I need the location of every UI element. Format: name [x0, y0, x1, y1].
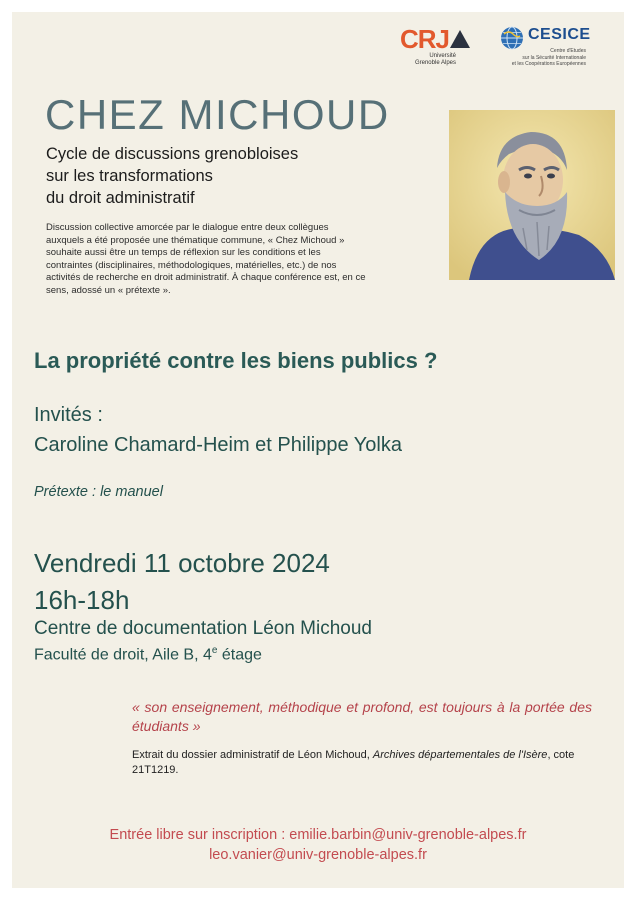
page-title: CHEZ MICHOUD: [45, 91, 390, 138]
location-end: étage: [217, 646, 262, 664]
crj-logo-mark: CRJ: [400, 24, 450, 54]
quote-text: « son enseignement, méthodique et profond, est toujours à la portée des étudiants »: [132, 699, 592, 734]
intro-paragraph: Discussion collective amorcée par le dialogue entre deux collègues auxquels a été proposée une thématique commune, « Chez Michoud » souhaite aussi être un temps de réflexion sur les conditions et les contraintes (disciplinaires, méthodologiques, matérielles, etc.) de nos activités de recherche en droit administratif. À chaque conférence est, en ce sens, adossé un « prétexte ».: [46, 222, 366, 296]
guests-label: Invités :: [34, 404, 103, 426]
location-sup: e: [211, 645, 218, 656]
location-main: Faculté de droit, Aile B, 4: [34, 646, 212, 664]
registration-info: [12, 825, 624, 865]
cesice-logo-name: CESICE: [528, 26, 591, 43]
portrait-icon: [449, 110, 615, 280]
quote-source: [132, 748, 602, 778]
event-time: 16h-18h: [34, 585, 130, 615]
registration-line1[interactable]: Entrée libre sur inscription : emilie.barbin@univ-grenoble-alpes.fr: [109, 827, 527, 843]
source-archive: Archives départementales de l'Isère: [372, 749, 548, 761]
cesice-sub-line3: et les Coopérations Européennes: [511, 61, 586, 67]
portrait-image: [449, 110, 615, 280]
event-date: Vendredi 11 octobre 2024: [34, 548, 330, 578]
crj-logo: [400, 26, 510, 78]
cesice-sub-line2: sur la Sécurité Internationale: [522, 54, 586, 61]
event-location: [34, 645, 262, 664]
guests-names: Caroline Chamard-Heim et Philippe Yolka: [34, 434, 402, 456]
crj-university-line1: Université: [429, 53, 456, 59]
globe-icon: [500, 26, 524, 50]
registration-line2[interactable]: leo.vanier@univ-grenoble-alpes.fr: [209, 847, 427, 863]
subtitle-line2: sur les transformations: [46, 167, 213, 185]
cesice-sub-line1: Centre d'Etudes: [550, 48, 586, 54]
crj-university-line2: Grenoble Alpes: [414, 60, 456, 66]
subtitle-line3: du droit administratif: [46, 189, 195, 207]
crj-triangle-icon: [450, 30, 470, 48]
poster: [12, 12, 624, 888]
subtitle: [46, 143, 416, 209]
event-place: Centre de documentation Léon Michoud: [34, 618, 373, 639]
cesice-logo: [500, 26, 600, 86]
event-question: La propriété contre les biens publics ?: [34, 348, 438, 373]
pretext: Prétexte : le manuel: [34, 484, 163, 500]
source-suffix: , cote 21T1219.: [132, 749, 575, 776]
subtitle-line1: Cycle de discussions grenobloises: [46, 145, 299, 163]
source-prefix: Extrait du dossier administratif de Léon Michoud,: [132, 749, 373, 761]
